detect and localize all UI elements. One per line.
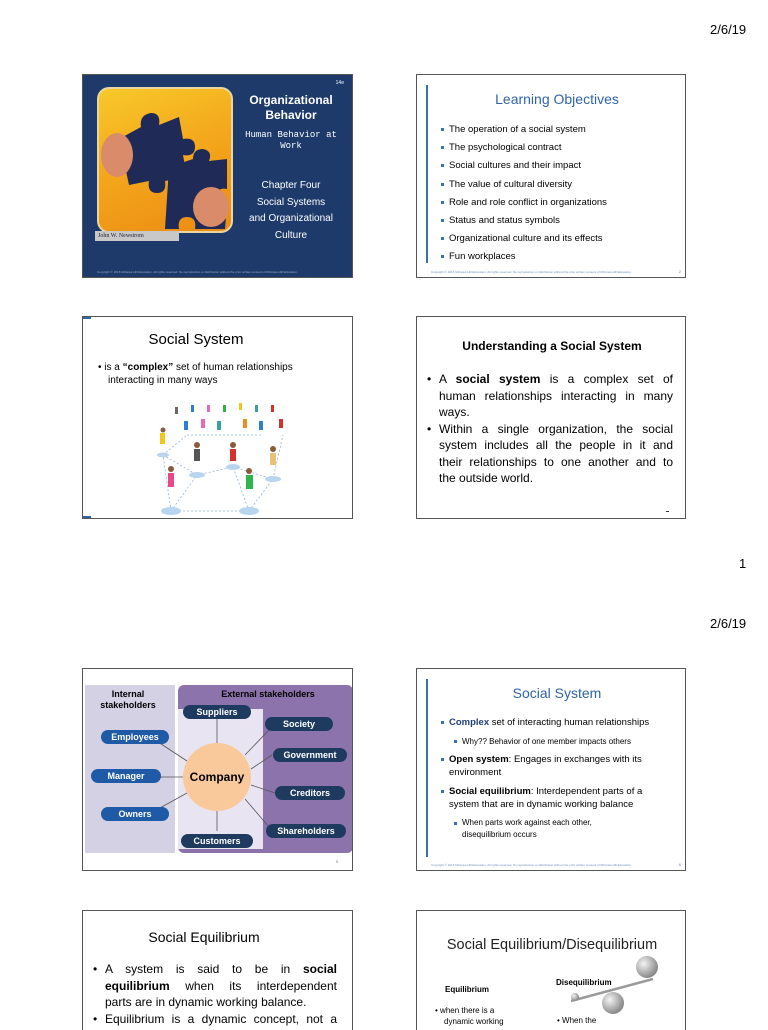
bullet-square (441, 721, 444, 724)
stakeholder-owners: Owners (101, 807, 169, 821)
slide-social-equilibrium (82, 910, 353, 1030)
slide-understanding-social-system (416, 316, 686, 519)
page-number: 1 (739, 556, 747, 571)
bullet-item: Open system: Engages in exchanges with its environment (449, 754, 642, 778)
stakeholder-employees: Employees (101, 730, 169, 744)
puzzle-photo (97, 87, 233, 233)
bullet-square (441, 164, 444, 167)
bullet-square (441, 128, 444, 131)
people-network-illustration (83, 395, 353, 519)
copyright-text: Copyright © 2016 McGraw-Hill Education. All rights reserved. No reproduction or distribution without the prior written consent of McGraw-Hill Education. (431, 863, 632, 867)
bullet-item: • A system is said to be in social equilibrium when its interdependent parts are in dynamic working balance. • Equilibrium is a dynamic concept, not a (93, 962, 337, 1026)
bullet-dot: • (93, 962, 98, 976)
chapter-title: Chapter Four Social Systems and Organizational Culture (249, 180, 333, 241)
bullet-square (441, 790, 444, 793)
stakeholder-customers: Customers (181, 834, 253, 848)
objective-item: The psychological contract (449, 142, 562, 154)
objective-item: Status and status symbols (449, 215, 560, 226)
bullet-dot: • (98, 362, 102, 373)
slide-stakeholders-diagram (82, 668, 353, 871)
slide-heading: Social System (148, 331, 244, 348)
bullet-dot: • (427, 372, 432, 386)
objective-item: Social cultures and their impact (449, 160, 582, 172)
slide-heading: Social Equilibrium/Disequilibrium (446, 937, 658, 953)
slide-title (82, 74, 353, 278)
slide-subtitle: Human Behavior at Work (245, 130, 337, 151)
chapter-code: 14e (335, 80, 344, 86)
bullet-item: Complex set of interacting human relationships (449, 717, 650, 728)
slide-social-system-bullets (416, 668, 686, 871)
bullet-square (441, 219, 444, 222)
objective-item: The value of cultural diversity (449, 178, 573, 190)
page-date: 2/6/19 (710, 22, 747, 37)
bullet-square (441, 146, 444, 149)
slide-title-heading: Organizational Behavior (249, 93, 333, 122)
bullet-square (441, 255, 444, 258)
slide-number: 6 (678, 862, 681, 867)
bullet-square (454, 740, 457, 743)
slide-corner-mark (666, 511, 669, 512)
slide-heading: Understanding a Social System (462, 339, 642, 353)
slide-social-system-network (82, 316, 353, 519)
accent-bar (426, 85, 428, 263)
bullet-square (441, 237, 444, 240)
stakeholder-manager: Manager (91, 769, 161, 783)
author-name: John W. Newstrom (95, 231, 179, 241)
sub-bullet-item: When parts work against each other, disequilibrium occurs (462, 818, 592, 839)
bullet-item: • when there is a dynamic working (435, 1006, 504, 1026)
copyright-text: Copyright © 2016 McGraw-Hill Education. All rights reserved. No reproduction or distribution without the prior written consent of McGraw-Hill Education. (97, 270, 298, 274)
bullet-dot: • (557, 1016, 560, 1025)
slide-heading: Social Equilibrium (148, 929, 260, 945)
slide-heading: Learning Objectives (495, 91, 619, 107)
copyright-text: Copyright © 2016 McGraw-Hill Education. All rights reserved. No reproduction or distribution without the prior written consent of McGraw-Hill Education. (431, 270, 632, 274)
bullet-item: • A social system is a complex set of human relationships interacting in many ways. • Within a single organization, the social system includes all the people in it and their relationships to one another and to the outside world. (427, 372, 673, 485)
objective-item: Fun workplaces (449, 251, 516, 263)
bullet-dot: • (427, 421, 432, 436)
stakeholder-suppliers: Suppliers (183, 705, 251, 719)
puzzle-icon (99, 89, 231, 231)
sub-bullet-item: Why?? Behavior of one member impacts others (462, 737, 631, 746)
bullet-square (441, 183, 444, 186)
stakeholder-society: Society (265, 717, 333, 731)
bullet-dot: • (435, 1006, 438, 1015)
bullet-item: Social equilibrium: Interdependent parts of a system that are in dynamic working balance (449, 786, 643, 810)
objective-item: The operation of a social system (449, 124, 586, 135)
slide-learning-objectives (416, 74, 686, 278)
company-node: Company (183, 743, 251, 811)
page-date: 2/6/19 (710, 616, 747, 631)
slide-equilibrium-disequilibrium (416, 910, 686, 1030)
external-label: External stakeholders (221, 689, 315, 699)
equilibrium-heading: Equilibrium (445, 985, 489, 994)
bullet-square (441, 758, 444, 761)
slide-corner-mark (83, 516, 91, 518)
bullet-item: • When the (557, 1016, 597, 1025)
accent-bar (426, 679, 428, 857)
stakeholder-shareholders: Shareholders (266, 824, 346, 838)
slide-heading: Social System (512, 685, 602, 701)
stakeholder-government: Government (273, 748, 347, 762)
bullet-item: • is a “complex” set of human relationships interacting in many ways (98, 362, 293, 386)
bullet-square (454, 822, 457, 825)
stakeholder-creditors: Creditors (275, 786, 345, 800)
internal-label: Internal stakeholders (100, 689, 156, 710)
objective-item: Organizational culture and its effects (449, 233, 603, 245)
objective-item: Role and role conflict in organizations (449, 196, 607, 208)
slide-number: 2 (678, 269, 681, 274)
disequilibrium-heading: Disequilibrium (556, 978, 612, 987)
bullet-square (441, 201, 444, 204)
slide-number: 5 (335, 859, 338, 864)
bullet-dot: • (93, 1011, 98, 1026)
slide-corner-mark (83, 317, 91, 319)
